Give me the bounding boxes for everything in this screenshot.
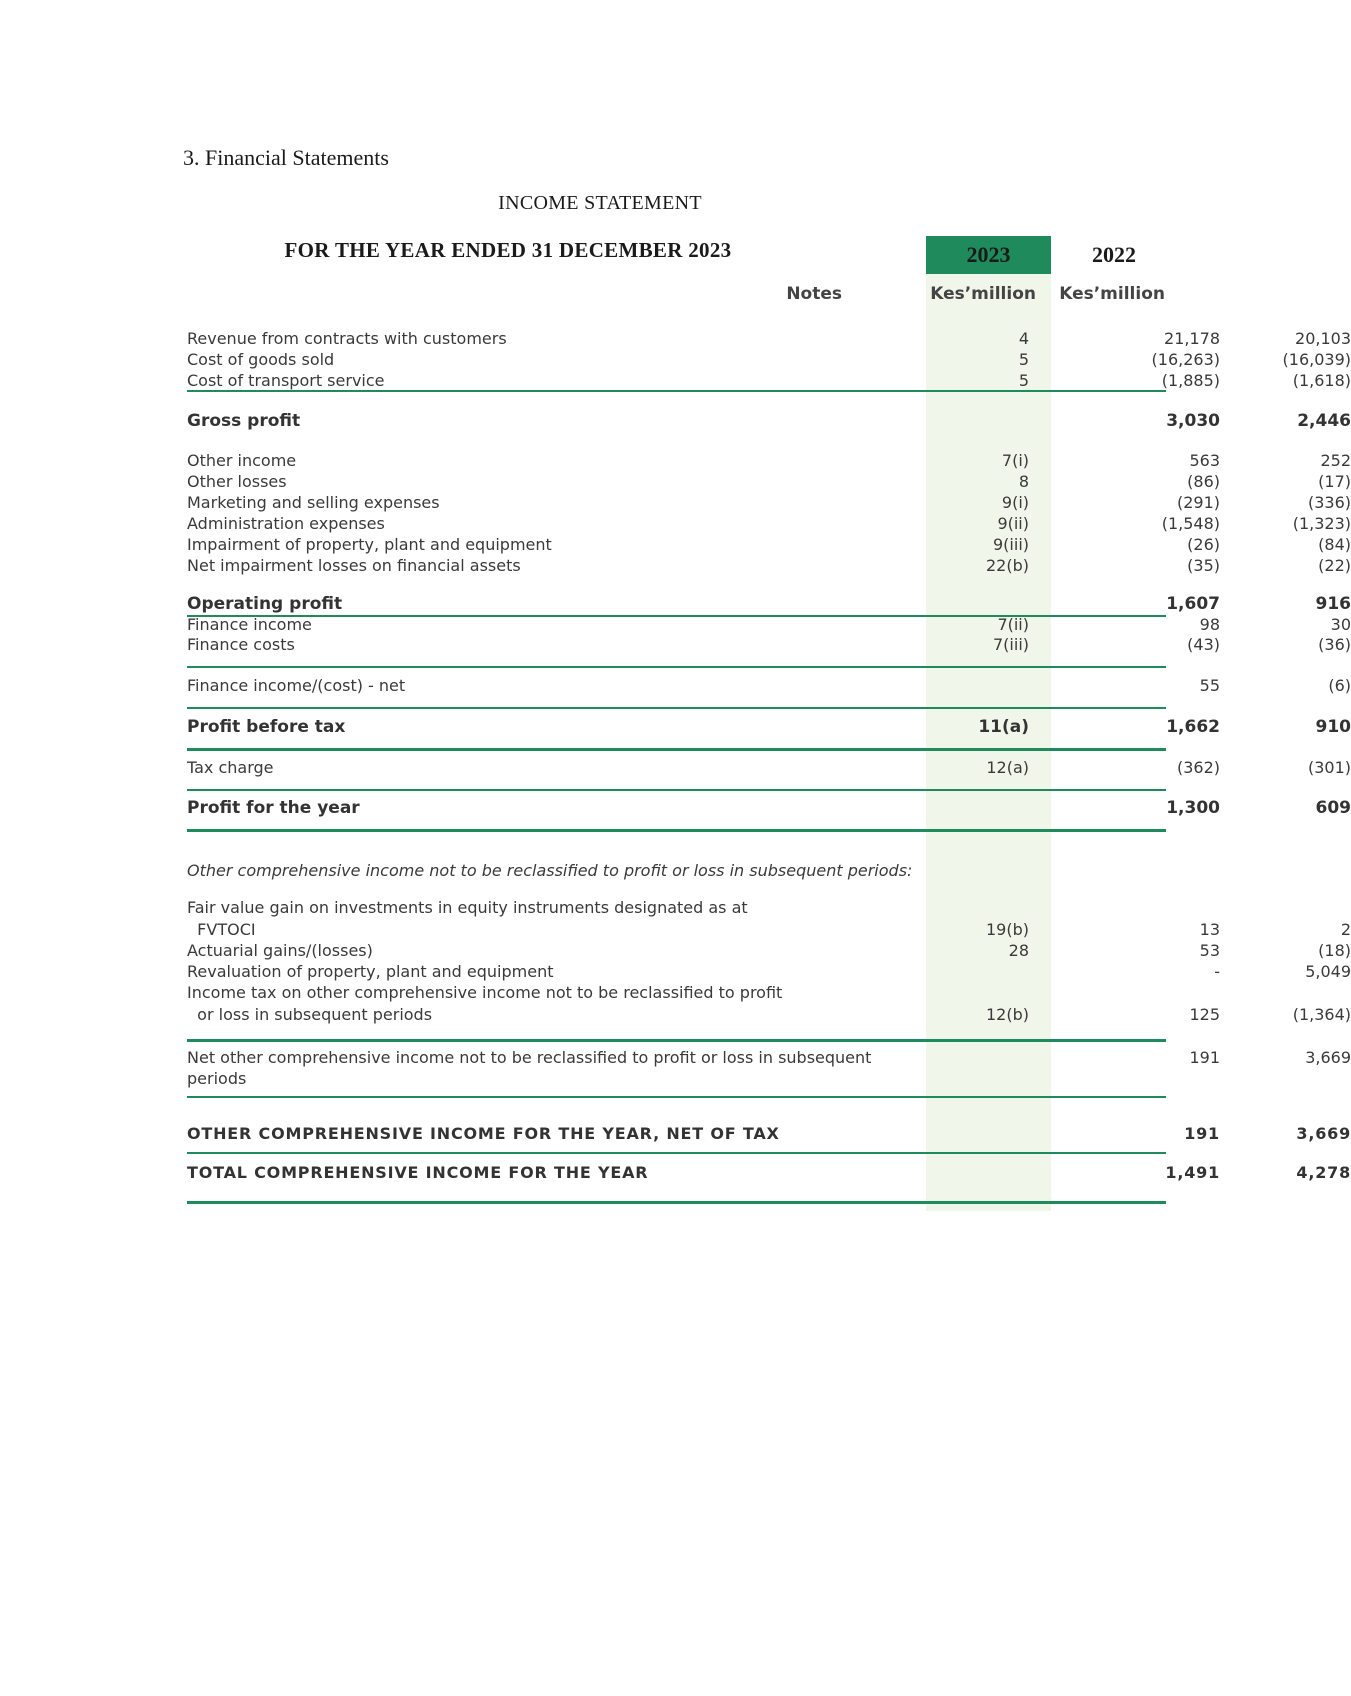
rule-line (187, 829, 1166, 832)
row-label: Tax charge (187, 758, 274, 777)
row-note: 7(i) (1001, 451, 1029, 470)
table-row (187, 919, 1351, 941)
row-note: 9(ii) (997, 514, 1029, 533)
row-value-2022: (1,618) (1292, 371, 1351, 390)
row-value-2023: 1,491 (1165, 1163, 1220, 1182)
row-value-2022: 4,278 (1296, 1163, 1351, 1182)
table-row (187, 961, 1351, 983)
table-row (187, 675, 1351, 697)
unit-prior-header: Kes’million (1059, 284, 1165, 304)
row-value-2022: (1,364) (1292, 1005, 1351, 1024)
row-value-2022: 5,049 (1305, 962, 1351, 981)
row-value-2022: (1,323) (1292, 514, 1351, 533)
row-value-2022: (18) (1318, 941, 1351, 960)
row-value-2023: 191 (1189, 1048, 1220, 1067)
row-label: Profit before tax (187, 717, 346, 737)
rule-line (187, 615, 1166, 617)
row-value-2022: (16,039) (1282, 350, 1351, 369)
table-row (187, 634, 1351, 656)
row-label: Actuarial gains/(losses) (187, 941, 373, 960)
row-value-2023: (1,885) (1161, 371, 1220, 390)
row-value-2023: 13 (1199, 920, 1220, 939)
row-label: TOTAL COMPREHENSIVE INCOME FOR THE YEAR (187, 1163, 649, 1182)
period-title: FOR THE YEAR ENDED 31 DECEMBER 2023 (284, 238, 732, 262)
rule-line (187, 1201, 1166, 1204)
row-value-2022: (84) (1318, 535, 1351, 554)
row-note: 12(a) (986, 758, 1029, 777)
rule-line (187, 707, 1166, 709)
row-value-2023: - (1214, 962, 1220, 981)
table-row (187, 349, 1351, 371)
row-value-2023: 3,030 (1166, 411, 1220, 431)
rule-line (187, 666, 1166, 668)
row-label: Revaluation of property, plant and equipment (187, 962, 554, 981)
row-label: FVTOCI (187, 920, 256, 939)
row-value-2022: 20,103 (1295, 329, 1351, 348)
row-value-2023: 1,300 (1166, 798, 1220, 818)
row-value-2023: 55 (1199, 676, 1220, 695)
section-title: 3. Financial Statements (183, 145, 389, 170)
row-note: 9(iii) (993, 535, 1029, 554)
row-value-2022: (301) (1307, 758, 1351, 777)
table-row (187, 328, 1351, 350)
row-value-2023: 563 (1189, 451, 1220, 470)
row-label: OTHER COMPREHENSIVE INCOME FOR THE YEAR, NET OF TAX (187, 1124, 780, 1143)
notes-column-header: Notes (786, 284, 842, 304)
row-value-2022: 30 (1330, 615, 1351, 634)
row-label: Marketing and selling expenses (187, 493, 440, 512)
row-value-2022: (336) (1307, 493, 1351, 512)
year-prior-header: 2022 (1092, 242, 1136, 267)
row-value-2022: 916 (1315, 594, 1351, 614)
row-label: Impairment of property, plant and equipment (187, 535, 552, 554)
statement-title: INCOME STATEMENT (498, 192, 702, 214)
table-row (187, 614, 1351, 636)
row-label: Profit for the year (187, 798, 360, 818)
table-row (187, 982, 1164, 1004)
row-label: Other comprehensive income not to be reclassified to profit or loss in subsequent periods: (187, 861, 913, 880)
row-value-2023: (1,548) (1161, 514, 1220, 533)
row-label: Fair value gain on investments in equity instruments designated as at (187, 898, 748, 917)
table-row (187, 860, 1164, 882)
unit-current-header: Kes’million (930, 284, 1036, 304)
rule-line (187, 390, 1166, 392)
table-row (187, 593, 1351, 615)
row-value-2023: 191 (1184, 1124, 1220, 1143)
row-value-2022: (17) (1318, 472, 1351, 491)
row-value-2022: (6) (1328, 676, 1351, 695)
row-value-2022: 609 (1315, 798, 1351, 818)
row-value-2022: (36) (1318, 635, 1351, 654)
row-label: Cost of transport service (187, 371, 385, 390)
row-value-2023: (362) (1176, 758, 1220, 777)
rule-line (187, 789, 1166, 791)
row-value-2023: (16,263) (1151, 350, 1220, 369)
rule-line (187, 1152, 1166, 1154)
table-row (187, 1004, 1351, 1026)
row-value-2023: (43) (1187, 635, 1220, 654)
row-label: Gross profit (187, 411, 301, 431)
table-row (187, 513, 1351, 535)
row-value-2023: 1,607 (1166, 594, 1220, 614)
rule-line (187, 748, 1166, 751)
row-value-2023: 125 (1189, 1005, 1220, 1024)
table-row (187, 492, 1351, 514)
row-value-2023: (26) (1187, 535, 1220, 554)
row-value-2022: 910 (1315, 717, 1351, 737)
table-row (187, 555, 1351, 577)
year-current-header: 2023 (926, 236, 1051, 274)
table-row (187, 716, 1351, 738)
row-value-2022: 252 (1320, 451, 1351, 470)
row-label: Cost of goods sold (187, 350, 335, 369)
table-row (187, 534, 1351, 556)
table-row (187, 757, 1351, 779)
table-row (187, 1162, 1351, 1184)
row-value-2023: 98 (1199, 615, 1220, 634)
row-note: 12(b) (986, 1005, 1029, 1024)
row-label: Other losses (187, 472, 287, 491)
row-label: Income tax on other comprehensive income not to be reclassified to profit (187, 983, 783, 1002)
table-row (187, 370, 1351, 392)
row-note: 5 (1018, 371, 1029, 390)
row-value-2023: 21,178 (1164, 329, 1220, 348)
row-note: 19(b) (986, 920, 1029, 939)
row-label: Revenue from contracts with customers (187, 329, 507, 348)
row-note: 7(iii) (993, 635, 1029, 654)
row-value-2023: 1,662 (1166, 717, 1220, 737)
table-row (187, 410, 1351, 432)
row-value-2023: 53 (1199, 941, 1220, 960)
table-row (187, 1068, 1164, 1090)
row-value-2023: (291) (1176, 493, 1220, 512)
rule-line (187, 1096, 1166, 1098)
row-label: Net other comprehensive income not to be reclassified to profit or loss in subsequent (187, 1048, 872, 1067)
row-label: or loss in subsequent periods (187, 1005, 433, 1024)
table-row (187, 450, 1351, 472)
row-label: Administration expenses (187, 514, 385, 533)
row-note: 28 (1008, 941, 1029, 960)
row-note: 8 (1018, 472, 1029, 491)
row-value-2022: 3,669 (1296, 1124, 1351, 1143)
row-note: 4 (1018, 329, 1029, 348)
row-note: 7(ii) (997, 615, 1029, 634)
row-note: 11(a) (978, 717, 1029, 737)
row-note: 9(i) (1001, 493, 1029, 512)
row-value-2022: 2 (1340, 920, 1351, 939)
table-row (187, 1123, 1351, 1145)
row-note: 5 (1018, 350, 1029, 369)
row-value-2023: (35) (1187, 556, 1220, 575)
row-label: Finance costs (187, 635, 295, 654)
row-label: periods (187, 1069, 247, 1088)
row-label: Other income (187, 451, 297, 470)
table-row (187, 940, 1351, 962)
table-row (187, 1047, 1351, 1069)
row-value-2023: (86) (1187, 472, 1220, 491)
table-row (187, 471, 1351, 493)
row-label: Operating profit (187, 594, 343, 614)
row-note: 22(b) (986, 556, 1029, 575)
row-label: Finance income (187, 615, 312, 634)
row-value-2022: (22) (1318, 556, 1351, 575)
row-value-2022: 2,446 (1297, 411, 1351, 431)
row-label: Finance income/(cost) - net (187, 676, 406, 695)
table-row (187, 897, 1164, 919)
rule-line (187, 1039, 1166, 1042)
table-row (187, 797, 1351, 819)
row-value-2022: 3,669 (1305, 1048, 1351, 1067)
row-label: Net impairment losses on financial assets (187, 556, 521, 575)
